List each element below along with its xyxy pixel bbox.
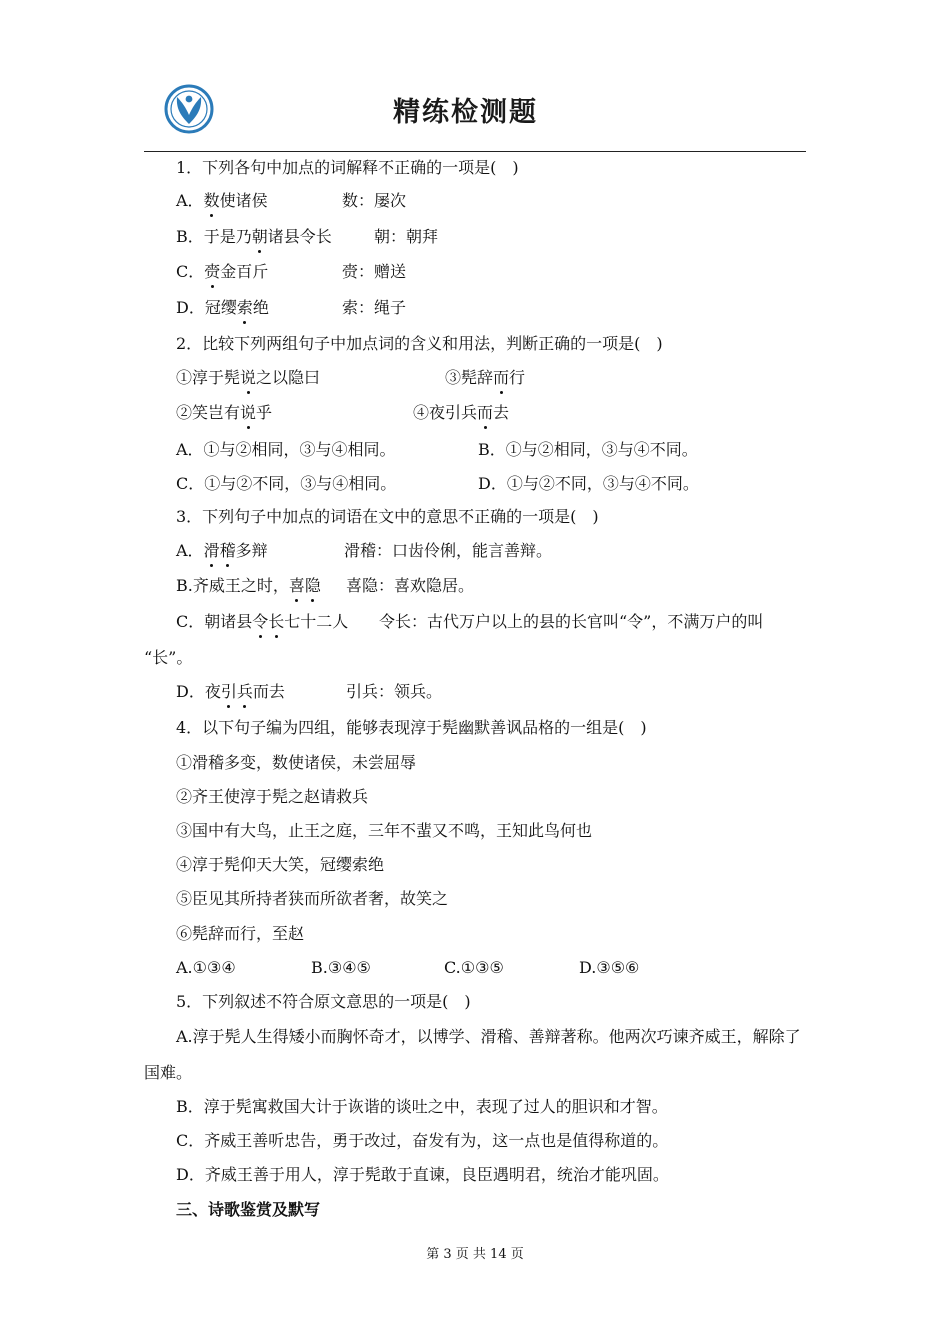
q4-item: ③国中有大鸟，止王之庭，三年不蜚又不鸣，王知此鸟何也	[176, 821, 593, 840]
header-title: 精练检测题	[393, 97, 538, 128]
q4-option-c: C.①③⑤	[444, 958, 504, 977]
q2-option-d: D．①与②不同，③与④不同。	[478, 474, 699, 493]
q2-option-c: C．①与②不同，③与④相同。	[176, 474, 397, 493]
q4-item: ⑥髡辞而行，至赵	[176, 924, 305, 943]
q4-stem: 4．以下句子编为四组，能够表现淳于髡幽默善讽品格的一组是( )	[176, 718, 647, 737]
q1-option-c-pre: C．	[176, 262, 205, 281]
q1-option-b-gloss: 朝：朝拜	[374, 227, 439, 246]
q2-sentence-4-dotted: 而	[477, 403, 494, 422]
q2-sentence-1-dotted: 说	[240, 368, 257, 387]
q1-option-a-post: 使诸侯	[219, 191, 268, 210]
q1-option-a-dotted: 数	[203, 191, 220, 210]
q2-sentence-2-post: 乎	[256, 403, 273, 422]
q2-stem: 2．比较下列两组句子中加点词的含义和用法，判断正确的一项是( )	[176, 334, 663, 353]
q2-sentence-2	[176, 403, 272, 423]
q1-option-a-pre: A．	[176, 191, 204, 210]
q1-option-d	[176, 298, 269, 318]
q4-item: ⑤臣见其所持者狭而所欲者奢，故笑之	[176, 889, 449, 908]
q3-option-b-gloss: 喜隐：喜欢隐居。	[346, 576, 475, 595]
logo-icon	[164, 84, 214, 134]
q1-option-a-gloss: 数：屡次	[342, 191, 407, 210]
q3-option-c-pre: C．朝诸县	[176, 612, 253, 631]
q5-option-a-continued: 国难。	[144, 1063, 193, 1082]
q2-sentence-1-pre: ①淳于髡	[176, 368, 241, 387]
q3-option-a-dotted-1: 滑	[203, 541, 220, 560]
q2-option-a: A．①与②相同，③与④相同。	[176, 440, 396, 459]
q1-option-c-dotted: 赍	[204, 262, 221, 281]
section-3-title: 三、诗歌鉴赏及默写	[176, 1200, 321, 1219]
header-divider	[144, 151, 806, 152]
q3-option-d-post: 而去	[252, 682, 285, 701]
q1-option-d-post: 绝	[252, 298, 269, 317]
q3-stem: 3．下列句子中加点的词语在文中的意思不正确的一项是( )	[176, 507, 599, 526]
q3-option-d	[176, 682, 285, 702]
q3-option-d-pre: D．夜	[176, 682, 221, 701]
q3-option-b-dotted-1: 喜	[288, 576, 305, 595]
q4-item: ②齐王使淳于髡之赵请救兵	[176, 787, 369, 806]
q1-option-b-dotted: 朝	[251, 227, 268, 246]
q3-option-c	[176, 612, 348, 632]
q2-sentence-1-post: 之以隐曰	[256, 368, 321, 387]
q2-sentence-2-dotted: 说	[240, 403, 257, 422]
q1-option-b-pre: B．于是乃	[176, 227, 252, 246]
q1-option-d-dotted: 索	[236, 298, 253, 317]
q5-option-b: B．淳于髡寓救国大计于诙谐的谈吐之中，表现了过人的胆识和才智。	[176, 1097, 668, 1116]
q1-option-c-gloss: 赍：赠送	[342, 262, 407, 281]
q4-option-a: A.①③④	[176, 958, 236, 977]
q4-option-d: D.③⑤⑥	[579, 958, 640, 977]
q3-option-a	[176, 541, 268, 561]
page-number: 第 3 页 共 14 页	[426, 1247, 524, 1262]
q2-option-b: B．①与②相同，③与④不同。	[478, 440, 698, 459]
q1-option-d-gloss: 索：绳子	[342, 298, 407, 317]
q3-option-d-dotted-2: 兵	[236, 682, 253, 701]
q2-sentence-1	[176, 368, 320, 388]
q1-stem: 1．下列各句中加点的词解释不正确的一项是( )	[176, 158, 519, 177]
q2-sentence-2-pre: ②笑岂有	[176, 403, 241, 422]
q5-option-a: A.淳于髡人生得矮小而胸怀奇才，以博学、滑稽、善辩著称。他两次巧谏齐威王，解除了	[176, 1027, 801, 1046]
q1-option-b-post: 诸县令长	[267, 227, 332, 246]
q3-option-a-pre: A．	[176, 541, 204, 560]
q2-sentence-3-post: 行	[509, 368, 526, 387]
q2-sentence-3-pre: ③髡辞	[445, 368, 494, 387]
q1-option-d-pre: D．冠缨	[176, 298, 237, 317]
q3-option-b-dotted-2: 隐	[304, 576, 321, 595]
q3-option-b	[176, 576, 321, 596]
q4-item: ④淳于髡仰天大笑，冠缨索绝	[176, 855, 385, 874]
q4-option-b: B.③④⑤	[311, 958, 371, 977]
q2-sentence-4-pre: ④夜引兵	[413, 403, 478, 422]
q5-option-d: D．齐威王善于用人，淳于髡敢于直谏，良臣遇明君，统治才能巩固。	[176, 1165, 669, 1184]
q5-option-c: C．齐威王善听忠告，勇于改过，奋发有为，这一点也是值得称道的。	[176, 1131, 669, 1150]
q3-option-b-pre: B.齐威王之时，	[176, 576, 289, 595]
q3-option-a-dotted-2: 稽	[219, 541, 236, 560]
q2-sentence-3-dotted: 而	[493, 368, 510, 387]
q3-option-d-gloss: 引兵：领兵。	[346, 682, 443, 701]
q1-option-b	[176, 227, 332, 247]
q3-option-a-gloss: 滑稽：口齿伶俐，能言善辩。	[344, 541, 553, 560]
q5-stem: 5．下列叙述不符合原文意思的一项是( )	[176, 992, 471, 1011]
q3-option-c-gloss: 令长：古代万户以上的县的长官叫“令”，不满万户的叫	[379, 612, 764, 631]
q1-option-a	[176, 191, 268, 211]
q3-option-c-continued: “长”。	[144, 648, 193, 667]
q2-sentence-4-post: 去	[493, 403, 510, 422]
q4-item: ①滑稽多变，数使诸侯，未尝屈辱	[176, 753, 417, 772]
q3-option-c-dotted-1: 令	[252, 612, 269, 631]
q3-option-c-dotted-2: 长	[268, 612, 285, 631]
q1-option-c-post: 金百斤	[220, 262, 269, 281]
q3-option-c-post: 七十二人	[284, 612, 349, 631]
q3-option-d-dotted-1: 引	[220, 682, 237, 701]
q2-sentence-4	[413, 403, 509, 423]
q3-option-a-post: 多辩	[235, 541, 268, 560]
q1-option-c	[176, 262, 268, 282]
q2-sentence-3	[445, 368, 525, 388]
